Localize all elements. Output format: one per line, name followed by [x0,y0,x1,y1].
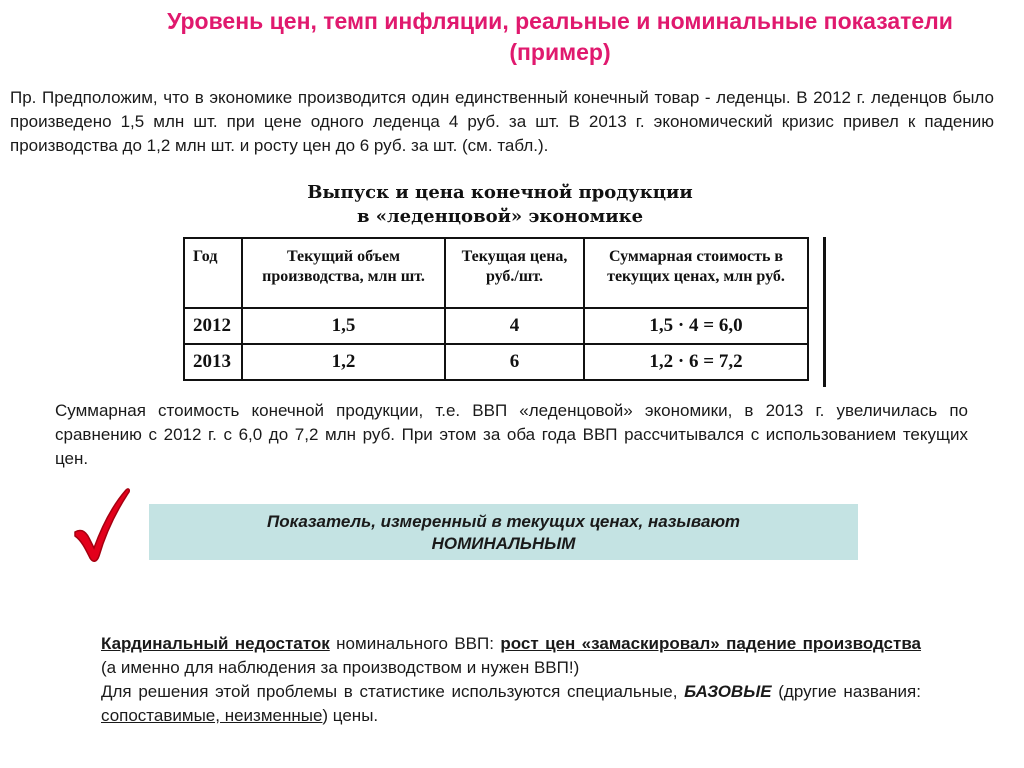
intro-paragraph: Пр. Предположим, что в экономике производится один единственный конечный товар - леденцы. В 2012 г. леденцов было произведено 1,5 млн шт. при цене одного леденца 4 руб. за шт. В 2013 г. экономический кризис привел к падению производства до 1,2 млн шт. и росту цен до 6 руб. за шт. (см. табл.). [10,88,994,155]
table-row [184,308,808,344]
header-volume: Текущий объем производства, млн шт. [242,238,445,308]
bottom-text-span: Для решения этой проблемы в статистике используются специальные, [101,682,685,701]
bottom-paragraph-2 [101,680,921,728]
cell-year: 2013 [184,344,242,380]
header-total: Суммарная стоимость в текущих ценах, млн руб. [584,238,808,308]
callout-line-2: НОМИНАЛЬНЫМ [431,534,576,553]
other-names: сопоставимые, неизменные [101,706,323,725]
checkmark-svg [72,486,132,566]
drawback-term: Кардинальный недостаток [101,634,330,653]
title-line-2: (пример) [509,39,611,65]
bottom-text-span: номинального ВВП: [329,634,501,653]
checkmark-shape [75,489,129,561]
bottom-text-span: (другие названия: [771,682,921,701]
drawback-explanation: рост цен «замаскировал» падение производства [500,634,922,653]
callout-line-1: Показатель, измеренный в текущих ценах, называют [266,512,741,531]
cell-volume: 1,5 [242,308,445,344]
bottom-text-span: ) цены. [322,706,379,725]
bottom-paragraph-1 [101,632,921,680]
title-line-1: Уровень цен, темп инфляции, реальные и номинальные показатели [167,8,953,34]
cell-price: 6 [445,344,584,380]
data-table [183,237,809,381]
callout-box [149,504,858,560]
bottom-text [101,632,921,728]
table-right-rule [823,237,826,387]
table-caption-line-2: в «леденцовой» экономике [356,206,644,227]
table-header-row [184,238,808,308]
base-prices-term: БАЗОВЫЕ [684,682,772,701]
header-year: Год [184,238,242,308]
cell-total: 1,5 · 4 = 6,0 [584,308,808,344]
cell-price: 4 [445,308,584,344]
page-title [110,6,1010,68]
table-caption-line-1: Выпуск и цена конечной продукции [307,182,693,203]
cell-volume: 1,2 [242,344,445,380]
summary-paragraph: Суммарная стоимость конечной продукции, т.е. ВВП «леденцовой» экономики, в 2013 г. увеличилась по сравнению с 2012 г. с 6,0 до 7,2 млн руб. При этом за оба года ВВП рассчитывался с использованием текущих цен. [55,401,968,468]
table-caption [200,181,800,229]
checkmark-icon [72,486,132,566]
bottom-text-span: (а именно для наблюдения за производством и нужен ВВП!) [101,658,580,677]
header-price: Текущая цена, руб./шт. [445,238,584,308]
cell-total: 1,2 · 6 = 7,2 [584,344,808,380]
table-row [184,344,808,380]
cell-year: 2012 [184,308,242,344]
